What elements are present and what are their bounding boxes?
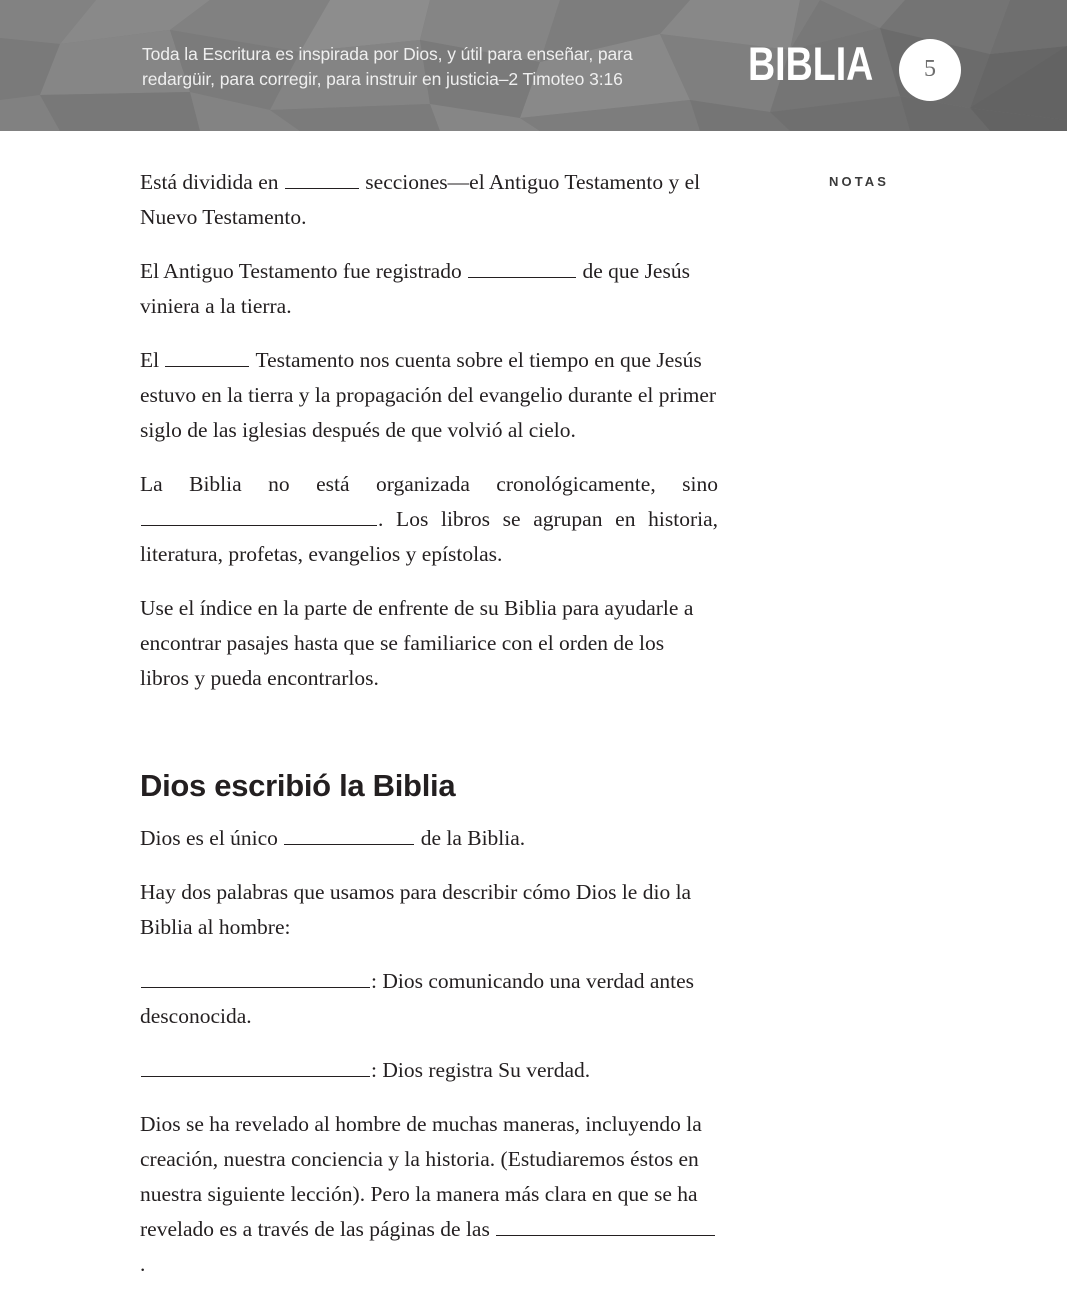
fill-in-blank[interactable] <box>141 505 377 526</box>
text-segment: El <box>140 348 165 372</box>
paragraph-4 <box>140 467 718 572</box>
text-segment: Testamento nos cuenta sobre el tiempo en que Jesús estuvo en la tierra y la propagación del evangelio durante el primer siglo de las iglesias después de que volvió al cielo. <box>140 348 717 442</box>
text-segment: . Los libros se agrupan en historia, literatura, profetas, evangelios y epístolas. <box>140 507 718 566</box>
paragraph-6 <box>140 821 718 856</box>
page-number-value: 5 <box>924 55 936 82</box>
text-segment: Dios se ha revelado al hombre de muchas maneras, incluyendo la creación, nuestra conciencia y la historia. (Estudiaremos éstos en nuestra siguiente lección). Pero la manera más clara en que se ha revelado es a través de las páginas de las <box>140 1112 702 1241</box>
fill-in-blank[interactable] <box>468 257 576 278</box>
page-header-banner <box>0 0 1067 131</box>
section-heading-wrapper <box>140 767 718 805</box>
fill-in-blank[interactable] <box>285 168 359 189</box>
text-segment: secciones—el Antiguo Testamento y el Nuevo Testamento. <box>140 170 701 229</box>
fill-in-blank[interactable] <box>165 346 249 367</box>
text-segment: : Dios comunicando una verdad antes desconocida. <box>140 969 695 1028</box>
paragraph-8 <box>140 964 718 1034</box>
paragraph-9 <box>140 1053 718 1088</box>
paragraph-3 <box>140 343 718 448</box>
text-segment: El Antiguo Testamento fue registrado <box>140 259 468 283</box>
header-verse-text: Toda la Escritura es inspirada por Dios, y útil para enseñar, para redargüir, para corregir, para instruir en justicia–2 Timoteo 3:16 <box>142 44 633 89</box>
text-segment: Dios es el único <box>140 826 284 850</box>
paragraph-7 <box>140 875 718 945</box>
paragraph-5 <box>140 591 718 696</box>
notes-column-label: NOTAS <box>829 174 890 189</box>
paragraph-1 <box>140 165 718 235</box>
text-segment: Hay dos palabras que usamos para describir cómo Dios le dio la Biblia al hombre: <box>140 880 692 939</box>
fill-in-blank[interactable] <box>141 967 370 988</box>
fill-in-blank[interactable] <box>284 824 414 845</box>
text-segment: Use el índice en la parte de enfrente de su Biblia para ayudarle a encontrar pasajes hasta que se familiarice con el orden de los libros y pueda encontrarlos. <box>140 596 694 690</box>
text-segment: : Dios registra Su verdad. <box>371 1058 591 1082</box>
header-lesson-title: BIBLIA <box>748 37 874 90</box>
text-segment: de que Jesús viniera a la tierra. <box>140 259 690 318</box>
paragraph-2 <box>140 254 718 324</box>
text-segment: . <box>140 1252 146 1276</box>
paragraph-10 <box>140 1107 718 1282</box>
fill-in-blank[interactable] <box>141 1056 370 1077</box>
section-heading: Dios escribió la Biblia <box>140 768 456 803</box>
text-segment: de la Biblia. <box>415 826 526 850</box>
page-number-badge <box>899 39 961 101</box>
text-segment: Está dividida en <box>140 170 284 194</box>
text-segment: La Biblia no está organizada cronológicamente, sino <box>140 472 718 496</box>
document-body <box>140 165 718 1301</box>
fill-in-blank[interactable] <box>496 1215 715 1236</box>
